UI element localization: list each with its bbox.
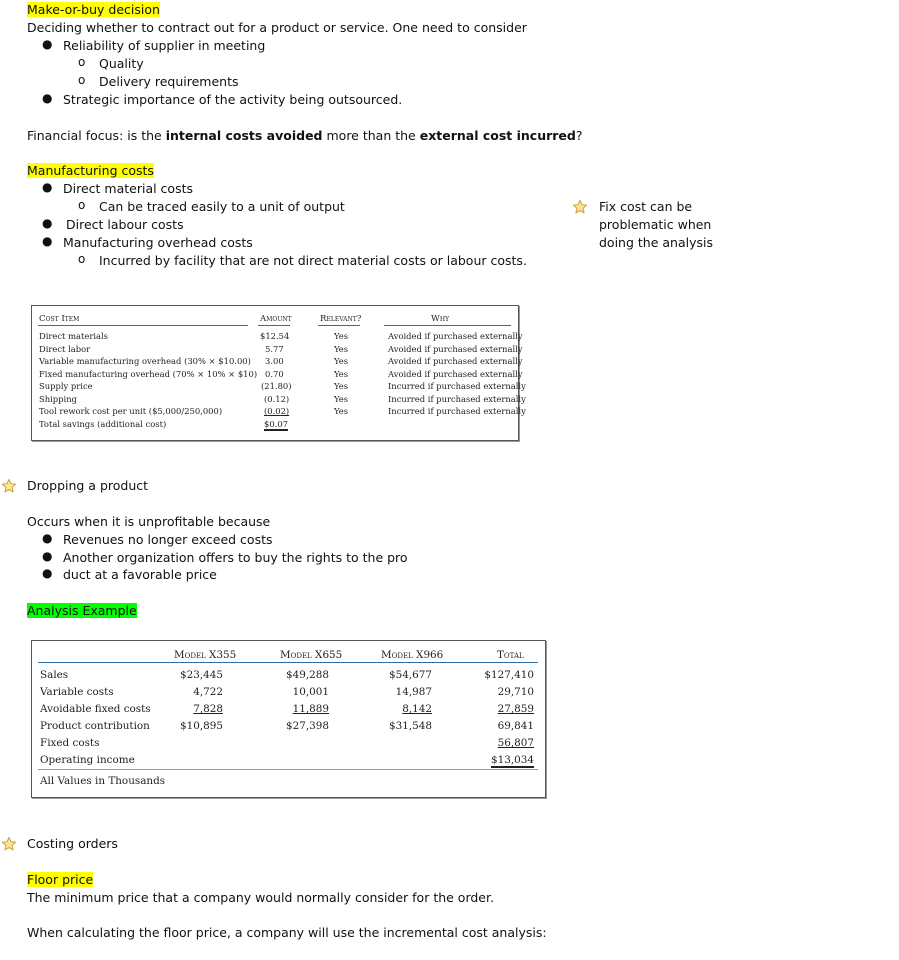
footnote-rule — [38, 769, 538, 770]
header-rule — [258, 325, 290, 326]
manufacturing-costs-title: Manufacturing costs — [27, 163, 154, 178]
header-model-x966: Model X966 — [381, 649, 444, 661]
table-footnote: All Values in Thousands — [40, 775, 166, 787]
overhead-bullet: Manufacturing overhead costs — [63, 235, 253, 250]
reliability-bullet: Reliability of supplier in meeting — [63, 38, 266, 53]
cost-item-table: Cost Item Amount Relevant? Why Direct materials $12.54 Yes Avoided if purchased externally Direct labor 5.77 Yes Avoided if purchased externally Variable manufacturing overhead (30% × $10.00) 3.00 Yes Avoided if purchased externally Fixed manufacturing overhead (70% × 10% × $10) 0.70 Yes Avoided if purchased externally Supply price (21.80) Yes Incurred if purchased externally Shipping (0.12) Yes Incurred if purchased externally Tool rework cost per unit ($5,000/250,000) (0.02) Yes Incurred if purchased externally Total savings (additional cost) $0.07 — [31, 305, 519, 441]
bullet-dot: ● — [42, 216, 53, 230]
strategic-bullet: Strategic importance of the activity being outsourced. — [63, 92, 403, 107]
make-or-buy-intro: Deciding whether to contract out for a product or service. One need to consider — [27, 20, 527, 35]
direct-material-bullet: Direct material costs — [63, 181, 193, 196]
header-cost-item: Cost Item — [39, 314, 80, 324]
floor-price-title: Floor price — [27, 872, 94, 887]
bullet-dot: ● — [42, 566, 53, 580]
sub-bullet-circle: o — [78, 73, 86, 87]
bullet-dot: ● — [42, 37, 53, 51]
dropping-intro: Occurs when it is unprofitable because — [27, 514, 271, 529]
header-rule — [38, 325, 248, 326]
sub-bullet-circle: o — [78, 55, 86, 69]
traced-subitem: Can be traced easily to a unit of output — [99, 199, 345, 214]
delivery-subitem: Delivery requirements — [99, 74, 239, 89]
make-or-buy-title: Make-or-buy decision — [27, 2, 160, 17]
side-note-line3: doing the analysis — [599, 235, 713, 250]
financial-focus: Financial focus: is the internal costs avoided more than the external cost incurred? — [27, 128, 583, 143]
side-note-line1: Fix cost can be — [599, 199, 693, 214]
costing-orders-title: Costing orders — [27, 836, 118, 851]
incurred-subitem: Incurred by facility that are not direct material costs or labour costs. — [99, 253, 527, 268]
header-rule — [318, 325, 360, 326]
header-rule — [384, 325, 511, 326]
floor-price-definition: The minimum price that a company would normally consider for the order. — [27, 890, 494, 905]
bullet-dot: ● — [42, 180, 53, 194]
bullet-dot: ● — [42, 531, 53, 545]
quality-subitem: Quality — [99, 56, 144, 71]
star-icon — [1, 836, 17, 852]
model-analysis-table: Model X355 Model X655 Model X966 Total Sales $23,445 $49,288 $54,677 $127,410 Variable costs 4,722 10,001 14,987 29,710 Avoidable fixed costs 7,828 11,889 8,142 27,859 Product contribution $10,895 $27,398 $31,548 69,841 Fixed costs 56,807 Operating income $13,034 All Values in Thousands — [31, 640, 546, 798]
bullet-dot: ● — [42, 91, 53, 105]
floor-price-calc-text: When calculating the floor price, a company will use the incremental cost analysis: — [27, 925, 547, 940]
header-model-x355: Model X355 — [174, 649, 237, 661]
header-why: Why — [431, 314, 450, 324]
direct-labour-bullet: Direct labour costs — [66, 217, 184, 232]
another-org-bullet: Another organization offers to buy the rights to the pro — [63, 550, 408, 565]
dropping-product-title: Dropping a product — [27, 478, 149, 493]
favorable-price-bullet: duct at a favorable price — [63, 567, 217, 582]
header-relevant: Relevant? — [320, 314, 362, 324]
header-rule — [38, 662, 538, 663]
header-amount: Amount — [260, 314, 292, 324]
bullet-dot: ● — [42, 549, 53, 563]
analysis-example-title: Analysis Example — [27, 603, 137, 618]
side-note-line2: problematic when — [599, 217, 712, 232]
sub-bullet-circle: o — [78, 198, 86, 212]
bullet-dot: ● — [42, 234, 53, 248]
star-icon — [1, 478, 17, 494]
sub-bullet-circle: o — [78, 252, 86, 266]
revenues-bullet: Revenues no longer exceed costs — [63, 532, 273, 547]
header-total: Total — [497, 649, 524, 661]
header-model-x655: Model X655 — [280, 649, 343, 661]
star-icon — [572, 199, 588, 215]
